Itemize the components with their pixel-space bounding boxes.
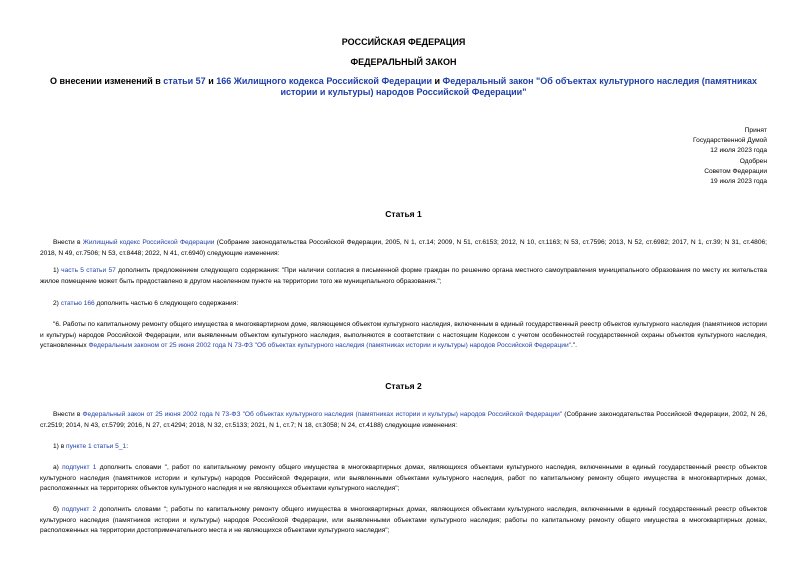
law-title (40, 76, 767, 98)
link-subpoint-1[interactable]: подпункт 1 (62, 464, 97, 471)
article-1-item-2 (40, 299, 767, 310)
title-link-cultural-heritage-law[interactable]: Федеральный закон "Об объектах культурного наследия (памятниках истории и культуры) народов Российской Федерации" (280, 76, 757, 97)
paragraph-text: 1) (53, 267, 62, 274)
paragraph-text: дополнить словами "; работы по капитальному ремонту общего имущества в многоквартирных домах, являющихся объектами культурного наследия, включенными в единый государственный реестр объектов культурного наследия (памятников истории и культуры) народов Российской Федерации, или выявленными объектами культурного наследия; работы по капитальному ремонту общего имущества в многоквартирных домах, расположенных на территории достопримечательного места и не являющихся объектами культурного наследия"; (40, 506, 767, 535)
link-subpoint-2[interactable]: подпункт 2 (62, 506, 97, 513)
adoption-line: Государственной Думой (693, 137, 767, 145)
article-2-paragraph (40, 410, 767, 431)
paragraph-text: дополнить предложением следующего содержания: "При наличии согласия в письменной форме граждан по решению органа местного самоуправления муниципального образования по месту их жительства жилое помещение может быть предоставлено в другом населенном пункте на территории того же муниципального образования."; (40, 267, 767, 285)
paragraph-text: а) (53, 464, 63, 471)
adoption-date: 12 июля 2023 года (710, 147, 767, 155)
article-1-item-1 (40, 266, 767, 287)
title-link-housing-code[interactable]: 166 Жилищного кодекса Российской Федерации (216, 76, 432, 86)
paragraph-text: .". (571, 342, 578, 350)
title-text: О внесении изменений в (49, 76, 164, 86)
link-federal-law-73[interactable]: Федеральным законом от 25 июня 2002 года N 73-ФЗ "Об объектах культурного наследия (памятниках истории и культуры) народов Российской Федерации" (88, 342, 571, 350)
paragraph-text: Внести в (53, 411, 83, 418)
paragraph-text: 2) (53, 300, 61, 307)
paragraph-text: дополнить частью 6 следующего содержания: (94, 300, 239, 307)
article-2-subitem-b (40, 505, 767, 537)
approval-date: 19 июля 2023 года (710, 178, 767, 186)
country-heading: РОССИЙСКАЯ ФЕДЕРАЦИЯ (341, 37, 466, 47)
paragraph-text: б) (53, 506, 63, 513)
link-part-5-article-57[interactable]: часть 5 статьи 57 (61, 267, 116, 274)
approval-line: Одобрен (739, 157, 767, 165)
approval-line: Советом Федерации (704, 167, 767, 175)
adoption-line: Принят (744, 127, 767, 134)
paragraph-text: (Собрание законодательства Российской Федерации, 2002, N 26, ст.2519; 2014, N 43, ст.5799; 2016, N 27, ст.4294; 2018, N 32, ст.5133; 2021, N 1, ст.7; N 18, ст.3058; N 24, ст.4188) следующие изменения: (40, 411, 767, 429)
article-1-heading: Статья 1 (385, 209, 422, 219)
adoption-block (693, 126, 767, 187)
article-1-new-part-6 (40, 320, 767, 352)
paragraph-text: Внести в (53, 239, 83, 246)
title-text: и (205, 76, 217, 86)
title-link-article-57[interactable]: статьи 57 (163, 76, 206, 86)
article-1-paragraph (40, 238, 767, 259)
link-article-166[interactable]: статью 166 (60, 300, 95, 307)
paragraph-text: 1) в (53, 443, 67, 450)
title-text: и (431, 76, 443, 86)
article-2-heading: Статья 2 (385, 381, 422, 391)
document-type-heading: ФЕДЕРАЛЬНЫЙ ЗАКОН (350, 57, 457, 67)
link-point-1-article-5-1[interactable]: пункте 1 статьи 5_1 (66, 443, 127, 450)
article-2-item-1 (40, 442, 767, 453)
paragraph-text: (Собрание законодательства Российской Федерации, 2005, N 1, ст.14; 2009, N 51, ст.6153; 2012, N 10, ст.1163; N 53, ст.7596; 2013, N 52, ст.6982; 2017, N 1, ст.39; N 31, ст.4806; 2018, N 49, ст.7506; N 53, ст.8448; 2022, N 41, ст.6940) следующие изменения: (40, 239, 767, 257)
paragraph-text: "6. Работы по капитальному ремонту общего имущества в многоквартирном доме, являющемся объектом культурного наследия, включенным в единый государственный реестр объектов культурного наследия (памятников истории и культуры) народов Российской Федерации, или выявленным объектом культурного наследия, выполняются в соответствии с настоящим Кодексом с учетом особенностей государственной охраны объектов культурного наследия, установленных (40, 321, 767, 350)
paragraph-text: : (126, 443, 129, 450)
article-2-subitem-a (40, 463, 767, 495)
link-housing-code[interactable]: Жилищный кодекс Российской Федерации (82, 239, 215, 246)
paragraph-text: дополнить словами ", работ по капитальному ремонту общего имущества в многоквартирных домах, являющихся объектами культурного наследия, включенными в единый государственный реестр объектов культурного наследия (памятников истории и культуры) народов Российской Федерации, или выявленными объектами культурного наследия, работ по капитальному ремонту общего имущества в многоквартирных домах, расположенных на территориях объектов культурного наследия и не являющихся объектами культурного наследия"; (40, 464, 767, 493)
link-federal-law-73[interactable]: Федеральный закон от 25 июня 2002 года N 73-ФЗ "Об объектах культурного наследия (памятниках истории и культуры) народов Российской Федерации" (82, 411, 563, 418)
